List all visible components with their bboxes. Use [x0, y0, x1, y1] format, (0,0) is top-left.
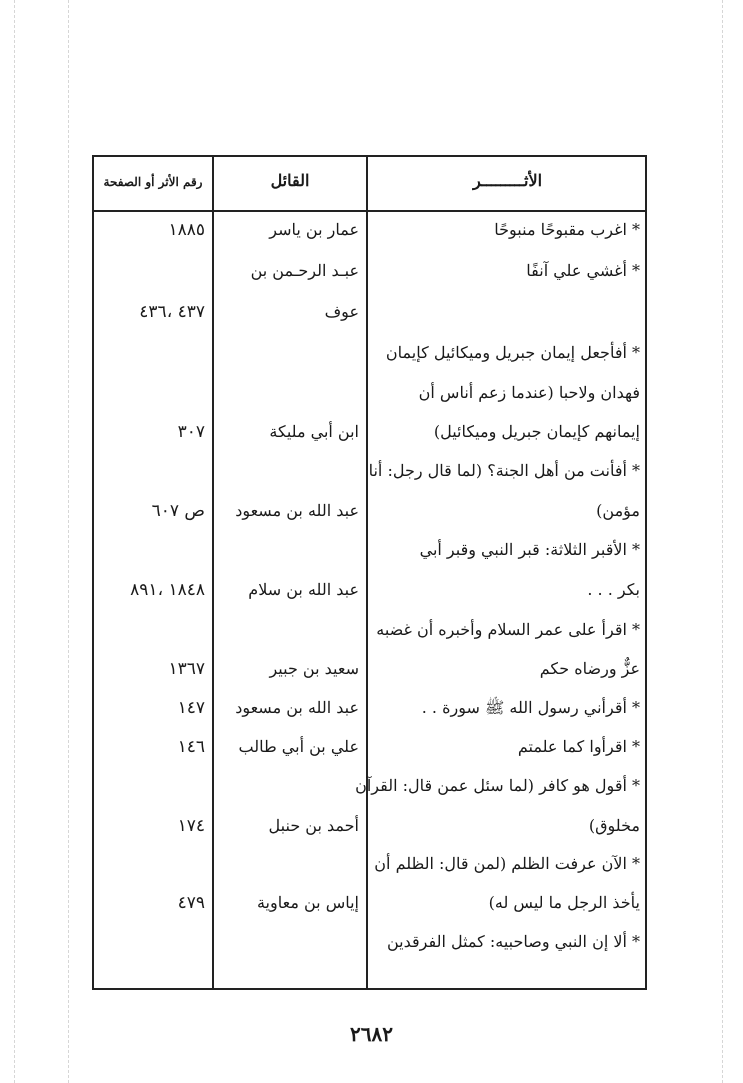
header-qail: القائل [270, 171, 310, 190]
athar-line: * ألا إن النبي وصاحبيه: كمثل الفرقدين [386, 932, 640, 951]
qail-line: عبـد الرحـمن بن [250, 261, 359, 280]
athar-line: * أفأجعل إيمان جبريل وميكائيل كإيمان [385, 343, 640, 362]
column-rule-1 [212, 157, 214, 988]
qail-line: سعيد بن جبير [269, 659, 359, 678]
athar-line: * أفأنت من أهل الجنة؟ (لما قال رجل: أنا [368, 461, 640, 480]
athar-line: إيمانهم كإيمان جبريل وميكائيل) [433, 422, 640, 441]
qail-line: عوف [324, 302, 359, 321]
athar-line: يأخذ الرجل ما ليس له) [488, 893, 640, 912]
athar-line: * الأقبر الثلاثة: قبر النبي وقبر أبي [419, 540, 640, 559]
scan-line-left [14, 0, 15, 1083]
header-athar: الأثـــــــــر [472, 171, 543, 190]
qail-line: ابن أبي مليكة [269, 422, 359, 441]
athar-line: * أقرأني رسول الله ﷺ سورة . . [421, 698, 640, 717]
athar-line: مخلوق) [588, 816, 640, 835]
ref-line: ١٣٦٧ [168, 659, 205, 679]
index-table [92, 155, 647, 990]
athar-line: * اقرأوا كما علمتم [517, 737, 640, 756]
athar-line: * اغرب مقبوحًا منبوحًا [494, 220, 640, 239]
athar-line: * أقول هو كافر (لما سئل عمن قال: القرآن [355, 776, 640, 795]
qail-line: إياس بن معاوية [256, 893, 359, 912]
header-rule [94, 210, 645, 212]
ref-line: ١٨٨٥ [168, 220, 205, 240]
athar-line: * الآن عرفت الظلم (لمن قال: الظلم أن [374, 854, 640, 873]
ref-line: ١٨٤٨ ،٨٩١ [130, 580, 205, 600]
ref-line: ١٤٦ [177, 737, 205, 757]
qail-line: عبد الله بن سلام [248, 580, 359, 599]
page-number: ٢٦٨٢ [350, 1022, 393, 1046]
ref-line: ص ٦٠٧ [151, 501, 205, 521]
scan-line-left-2 [68, 0, 69, 1083]
athar-line: بكر . . . [587, 580, 640, 599]
ref-line: ٤٧٩ [177, 893, 205, 913]
ref-line: ٤٣٧ ،٤٣٦ [139, 302, 205, 322]
athar-line: عزٌّ ورضاه حكم [539, 659, 640, 678]
header-ref: رقم الأثر أو الصفحة [103, 175, 203, 189]
athar-line: فهدان ولاحبا (عندما زعم أناس أن [418, 383, 640, 402]
athar-line: * أغشي علي آنفًا [526, 261, 640, 280]
qail-line: عمار بن ياسر [269, 220, 359, 239]
ref-line: ١٤٧ [177, 698, 205, 718]
qail-line: عبد الله بن مسعود [235, 501, 359, 520]
athar-line: * اقرأ على عمر السلام وأخبره أن غضبه [376, 620, 640, 639]
qail-line: عبد الله بن مسعود [235, 698, 359, 717]
ref-line: ٣٠٧ [177, 422, 205, 442]
scan-line-right [722, 0, 723, 1083]
column-rule-2 [366, 157, 368, 988]
qail-line: علي بن أبي طالب [238, 737, 359, 756]
athar-line: مؤمن) [596, 501, 640, 520]
qail-line: أحمد بن حنبل [268, 816, 359, 835]
ref-line: ١٧٤ [177, 816, 205, 836]
